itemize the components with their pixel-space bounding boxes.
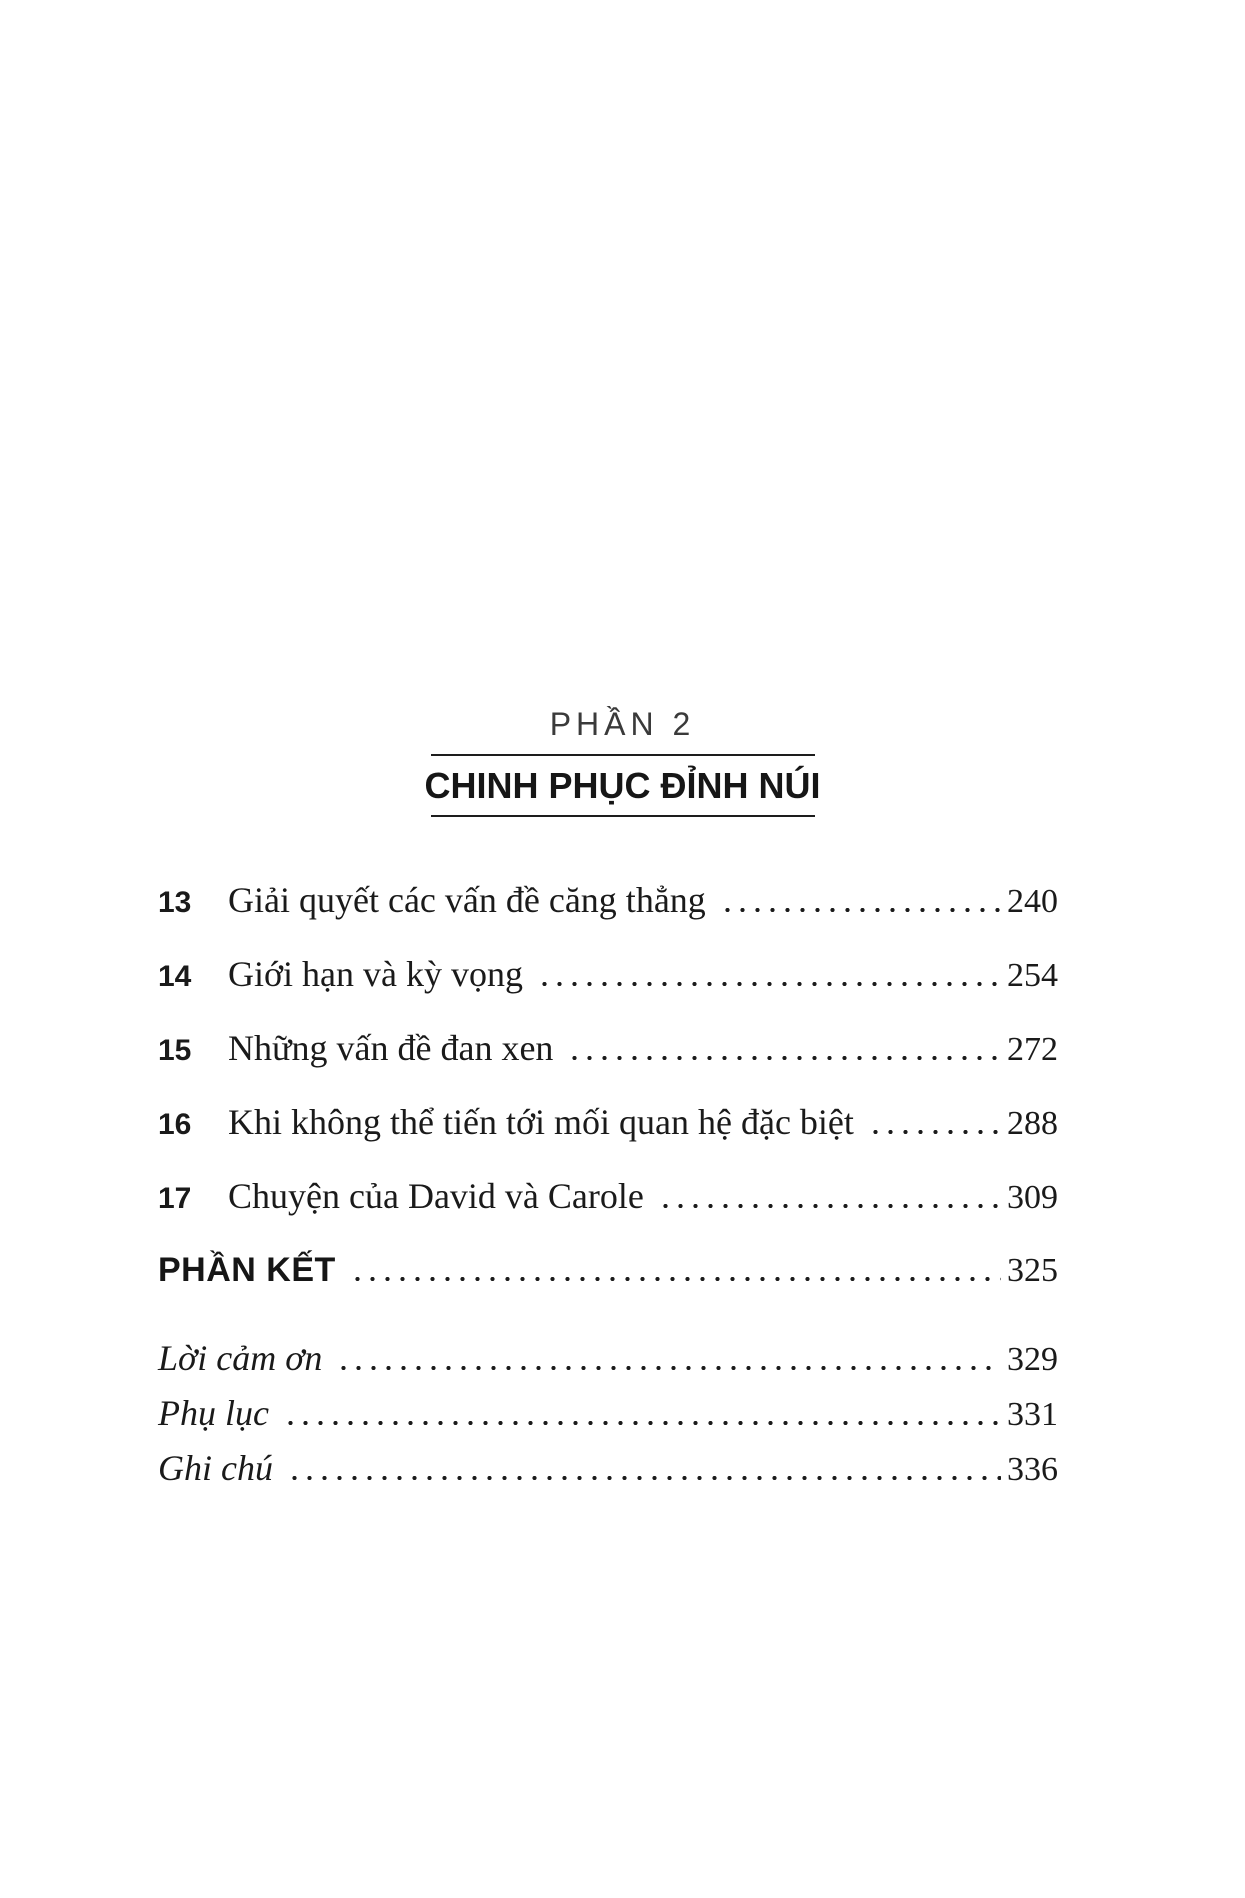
page-number: 331 (1007, 1396, 1058, 1433)
part-title: CHINH PHỤC ĐỈNH NÚI (424, 765, 821, 806)
page-number: 336 (1007, 1451, 1058, 1488)
toc-row (158, 1100, 1058, 1147)
part-number-label: PHẦN 2 (549, 706, 696, 742)
backmatter-title: Phụ lục (158, 1393, 269, 1433)
dot-leader (720, 908, 1001, 912)
table-of-contents (158, 878, 1058, 1492)
dot-leader (567, 1056, 1001, 1060)
page-number: 288 (1007, 1105, 1058, 1142)
part-header (424, 706, 821, 817)
chapter-title: Khi không thể tiến tới mối quan hệ đặc biệt (228, 1102, 854, 1142)
chapter-number: 17 (158, 1182, 192, 1215)
chapter-title: Chuyện của David và Carole (228, 1176, 644, 1216)
toc-row-backmatter (158, 1336, 1058, 1382)
dot-leader (287, 1476, 1001, 1480)
dot-leader (658, 1204, 1001, 1208)
page-number: 254 (1007, 957, 1058, 994)
toc-row (158, 952, 1058, 999)
page-number: 325 (1007, 1252, 1058, 1289)
page-number: 309 (1007, 1179, 1058, 1216)
toc-row (158, 1174, 1058, 1221)
chapter-number: 15 (158, 1034, 192, 1067)
page-number: 240 (1007, 883, 1058, 920)
dot-leader (336, 1366, 1001, 1370)
chapter-title: Giới hạn và kỳ vọng (228, 954, 523, 994)
divider-line-bottom (431, 815, 815, 817)
dot-leader (350, 1277, 1001, 1281)
dot-leader (868, 1130, 1001, 1134)
dot-leader (283, 1421, 1001, 1425)
dot-leader (537, 982, 1001, 986)
toc-row-epilogue (158, 1248, 1058, 1293)
chapter-title: Những vấn đề đan xen (228, 1028, 554, 1068)
chapter-number: 16 (158, 1108, 192, 1141)
page-number: 272 (1007, 1031, 1058, 1068)
chapter-number: 14 (158, 960, 192, 993)
epilogue-title: PHẦN KẾT (158, 1251, 336, 1289)
toc-row (158, 1026, 1058, 1073)
backmatter-title: Lời cảm ơn (158, 1338, 323, 1378)
toc-row-backmatter (158, 1446, 1058, 1492)
page-number: 329 (1007, 1341, 1058, 1378)
toc-row (158, 878, 1058, 925)
chapter-title: Giải quyết các vấn đề căng thẳng (228, 880, 706, 920)
chapter-number: 13 (158, 886, 192, 919)
toc-row-backmatter (158, 1391, 1058, 1437)
backmatter-title: Ghi chú (158, 1448, 273, 1488)
